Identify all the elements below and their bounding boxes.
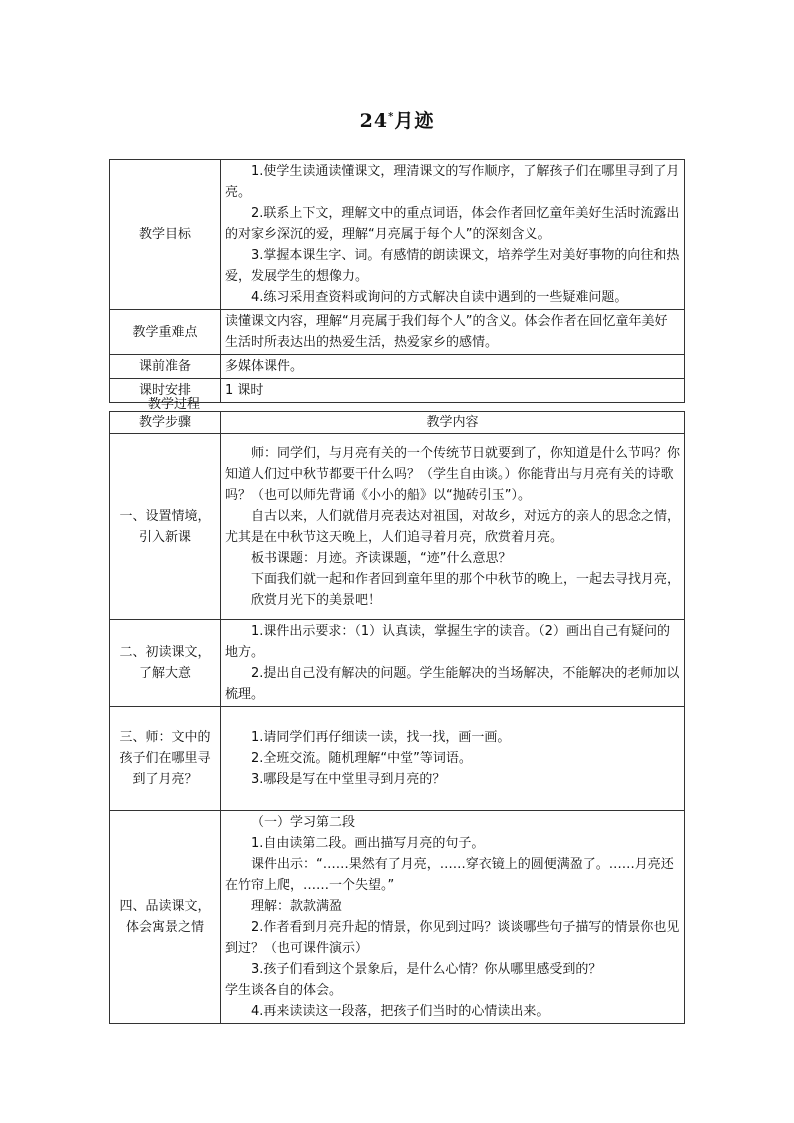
row-label: 课时安排: [110, 379, 221, 403]
table-row: [110, 620, 685, 707]
table-row: [110, 355, 685, 379]
row-label: 教学目标: [110, 160, 221, 310]
text-line: （一）学习第二段: [251, 815, 356, 830]
text-line: 欣赏月光下的美景吧！: [251, 592, 382, 608]
text-line: 2.全班交流。随机理解“中堂”等词语。: [251, 751, 472, 766]
step-label: 一、设置情境，引入新课: [110, 434, 221, 620]
text-line: 3.掌握本课生字、词。有感情的朗读课文，培养学生对美好事物的向往和热爱，发展学生的想像力。: [225, 248, 680, 284]
table-row: [110, 707, 685, 811]
process-table: [109, 411, 685, 1024]
text-line: 多媒体课件。: [225, 359, 304, 374]
text-line: 自古以来，人们就借月亮表达对祖国，对故乡，对远方的亲人的思念之情，尤其是在中秋节这天晚上，人们追寻着月亮，欣赏着月亮。: [225, 508, 681, 545]
text-line: 师：同学们，与月亮有关的一个传统节日就要到了，你知道是什么节吗？你知道人们过中秋节都要干什么吗？（学生自由谈。）你能背出与月亮有关的诗歌吗？（也可以师先背诵《小小的船》以“抛砖引玉”）。: [225, 445, 681, 503]
header-step: 教学步骤: [110, 412, 221, 434]
text-line: 1 课时: [225, 383, 264, 398]
row-content: [221, 355, 685, 379]
step-content: [221, 620, 685, 707]
step-content: [221, 434, 685, 620]
text-line: 3.哪段是写在中堂里寻到月亮的？: [251, 772, 446, 787]
row-content: [221, 160, 685, 310]
text-line: 2.作者看到月亮升起的情景，你见到过吗？谈谈哪些句子描写的情景你也见到过？（也可课件演示）: [225, 920, 680, 956]
text-line: 4.再来读读这一段落，把孩子们当时的心情读出来。: [251, 1004, 550, 1019]
text-line: 理解：款款满盈: [251, 899, 343, 914]
table-header-row: [110, 412, 685, 434]
header-content: 教学内容: [221, 412, 685, 434]
row-label: 教学重难点: [110, 310, 221, 355]
table-row: [110, 310, 685, 355]
table-row: [110, 160, 685, 310]
text-line: 3.孩子们看到这个景象后，是什么心情？你从哪里感受到的？: [251, 962, 602, 977]
step-label: 三、师：文中的孩子们在哪里寻到了月亮？: [110, 707, 221, 811]
row-content: [221, 310, 685, 355]
table-row: [110, 811, 685, 1024]
text-line: 课件出示：“……果然有了月亮，……穿衣镜上的圆便满盈了。……月亮还在竹帘上爬，……一个失望。”: [225, 857, 674, 893]
text-line: 下面我们就一起和作者回到童年里的那个中秋节的晚上，一起去寻找月亮，: [251, 571, 681, 587]
step-content: [221, 811, 685, 1024]
step-content: [221, 707, 685, 811]
text-line: 2.联系上下文，理解文中的重点词语，体会作者回忆童年美好生活时流露出的对家乡深沉的爱，理解“月亮属于每个人”的深刻含义。: [225, 206, 680, 242]
text-line: 2.提出自己没有解决的问题。学生能解决的当场解决，不能解决的老师加以梳理。: [225, 666, 680, 702]
step-label: 四、品读课文，体会寓景之情: [110, 811, 221, 1024]
text-line: 学生谈各自的体会。: [225, 983, 343, 998]
text-line: 1.课件出示要求：（1）认真读，掌握生字的读音。（2）画出自己有疑问的地方。: [225, 624, 670, 660]
overview-table: [109, 159, 685, 403]
text-line: 1.使学生读通读懂课文，理清课文的写作顺序，了解孩子们在哪里寻到了月亮。: [225, 164, 680, 200]
text-line: 读懂课文内容，理解“月亮属于我们每个人”的含义。体会作者在回忆童年美好生活时所表达出的热爱生活，热爱家乡的感情。: [225, 314, 668, 350]
page-title: 24*月迹: [359, 110, 435, 132]
text-line: 1.请同学们再仔细读一读，找一找，画一画。: [251, 730, 511, 745]
text-line: 板书课题：月迹。齐读课题，“迹”什么意思？: [251, 550, 512, 566]
text-line: 4.练习采用查资料或询问的方式解决自读中遇到的一些疑难问题。: [251, 290, 628, 305]
text-line: 1.自由读第二段。画出描写月亮的句子。: [251, 836, 485, 851]
step-label: 二、初读课文，了解大意: [110, 620, 221, 707]
process-title: 教学过程: [148, 397, 201, 412]
row-label: 课前准备: [110, 355, 221, 379]
table-row: [110, 434, 685, 620]
row-content: [221, 379, 685, 403]
